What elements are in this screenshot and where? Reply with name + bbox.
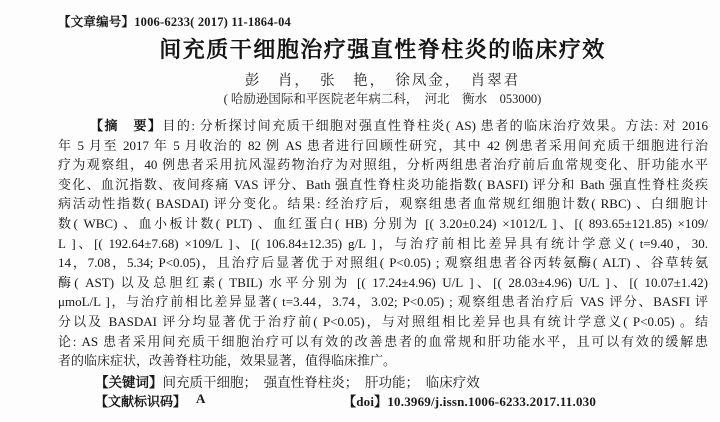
abstract-block [58, 116, 708, 371]
abstract-line: 者的临床症状，改善脊柱功能，效果显著，值得临床推广。 [58, 353, 397, 369]
abstract-line: 数( WBC) 、血小板计数( PLT) 、血红蛋白( HB) 分别为 [( 3.20±0.24) ×1012/L ]、[( 893.65±121.85) ×109/ [58, 215, 708, 231]
abstract-label: 【摘 要】 [90, 118, 163, 133]
keywords-line [95, 371, 480, 391]
keywords-label: 【关键词】 [95, 375, 163, 390]
abstract-line: 变化、血沉指数、夜间疼痛 VAS 评分、Bath 强直性脊柱炎功能指数( BASFI) 评分和 Bath 强直性脊柱炎疾 [58, 176, 708, 192]
document-code-label: 【文献标识码】 [95, 394, 187, 409]
affiliation-line: ( 哈励逊国际和平医院老年病二科， 河北 衡水 053000) [223, 92, 542, 106]
keywords-content: 间充质干细胞； 强直性脊柱炎； 肝功能； 临床疗效 [162, 375, 480, 390]
abstract-line: 分以及 BASDAI 评分均显著优于治疗前( P<0.05)，与对照组相比差异也具有统计学意义( P<0.05) 。结 [58, 313, 708, 329]
doi-text: 【doi】10.3969/j.issn.1006-6233.2017.11.030 [343, 394, 597, 409]
abstract-line: μmoL/L ]，与治疗前相比差异显著( t=3.44，3.74，3.02; P<0.05) ; 观察组患者治疗后 VAS 评分、BASFI 评 [58, 294, 708, 310]
abstract-line: 酶( AST) 以及总胆红素( TBIL) 水平分别为 [( 17.24±4.96) U/L ]、[( 28.03±4.96) U/L ]、[( 10.07±1.42) [58, 274, 708, 290]
abstract-line: 论: AS 患者采用间充质干细胞治疗可以有效的改善患者的血常规和肝功能水平，且可以有效的缓解患 [58, 333, 708, 349]
abstract-line: 疗为观察组，40 例患者采用抗风湿药物治疗为对照组，分析两组患者治疗前后血常规变化、肝功能水平 [58, 157, 708, 173]
document-code-value: A [196, 391, 206, 406]
abstract-line [58, 116, 708, 136]
abstract-line: 年 5 月至 2017 年 5 月收治的 82 例 AS 患者进行回顾性研究，其中 42 例患者采用间充质干细胞进行治 [58, 137, 708, 153]
abstract-line: 14，7.08，5.34; P<0.05)，且治疗后显著优于对照组( P<0.05) ; 观察组患者谷丙转氨酶( ALT) 、谷草转氨 [58, 255, 708, 271]
abstract-line: L ]、[( 192.64±7.68) ×109/L ]、[( 106.84±12.35) g/L ]，与治疗前相比差异具有统计学意义( t=9.40，30. [58, 235, 708, 251]
page-title: 间充质干细胞治疗强直性脊柱炎的临床疗效 [159, 37, 606, 62]
abstract-line: 病活动性指数( BASDAI) 评分变化。结果: 经治疗后，观察组患者血常规红细胞计数( RBC) 、白细胞计 [58, 196, 708, 212]
meta-line [0, 391, 720, 409]
abstract-text: 目的: 分析探讨间充质干细胞对强直性脊柱炎( AS) 患者的临床治疗效果。方法: 对 2016 [162, 118, 708, 133]
authors-line: 彭 肖， 张 艳， 徐凤金， 肖翠君 [244, 73, 521, 89]
article-number: 【文章编号】1006-6233( 2017) 11-1864-04 [58, 15, 291, 29]
